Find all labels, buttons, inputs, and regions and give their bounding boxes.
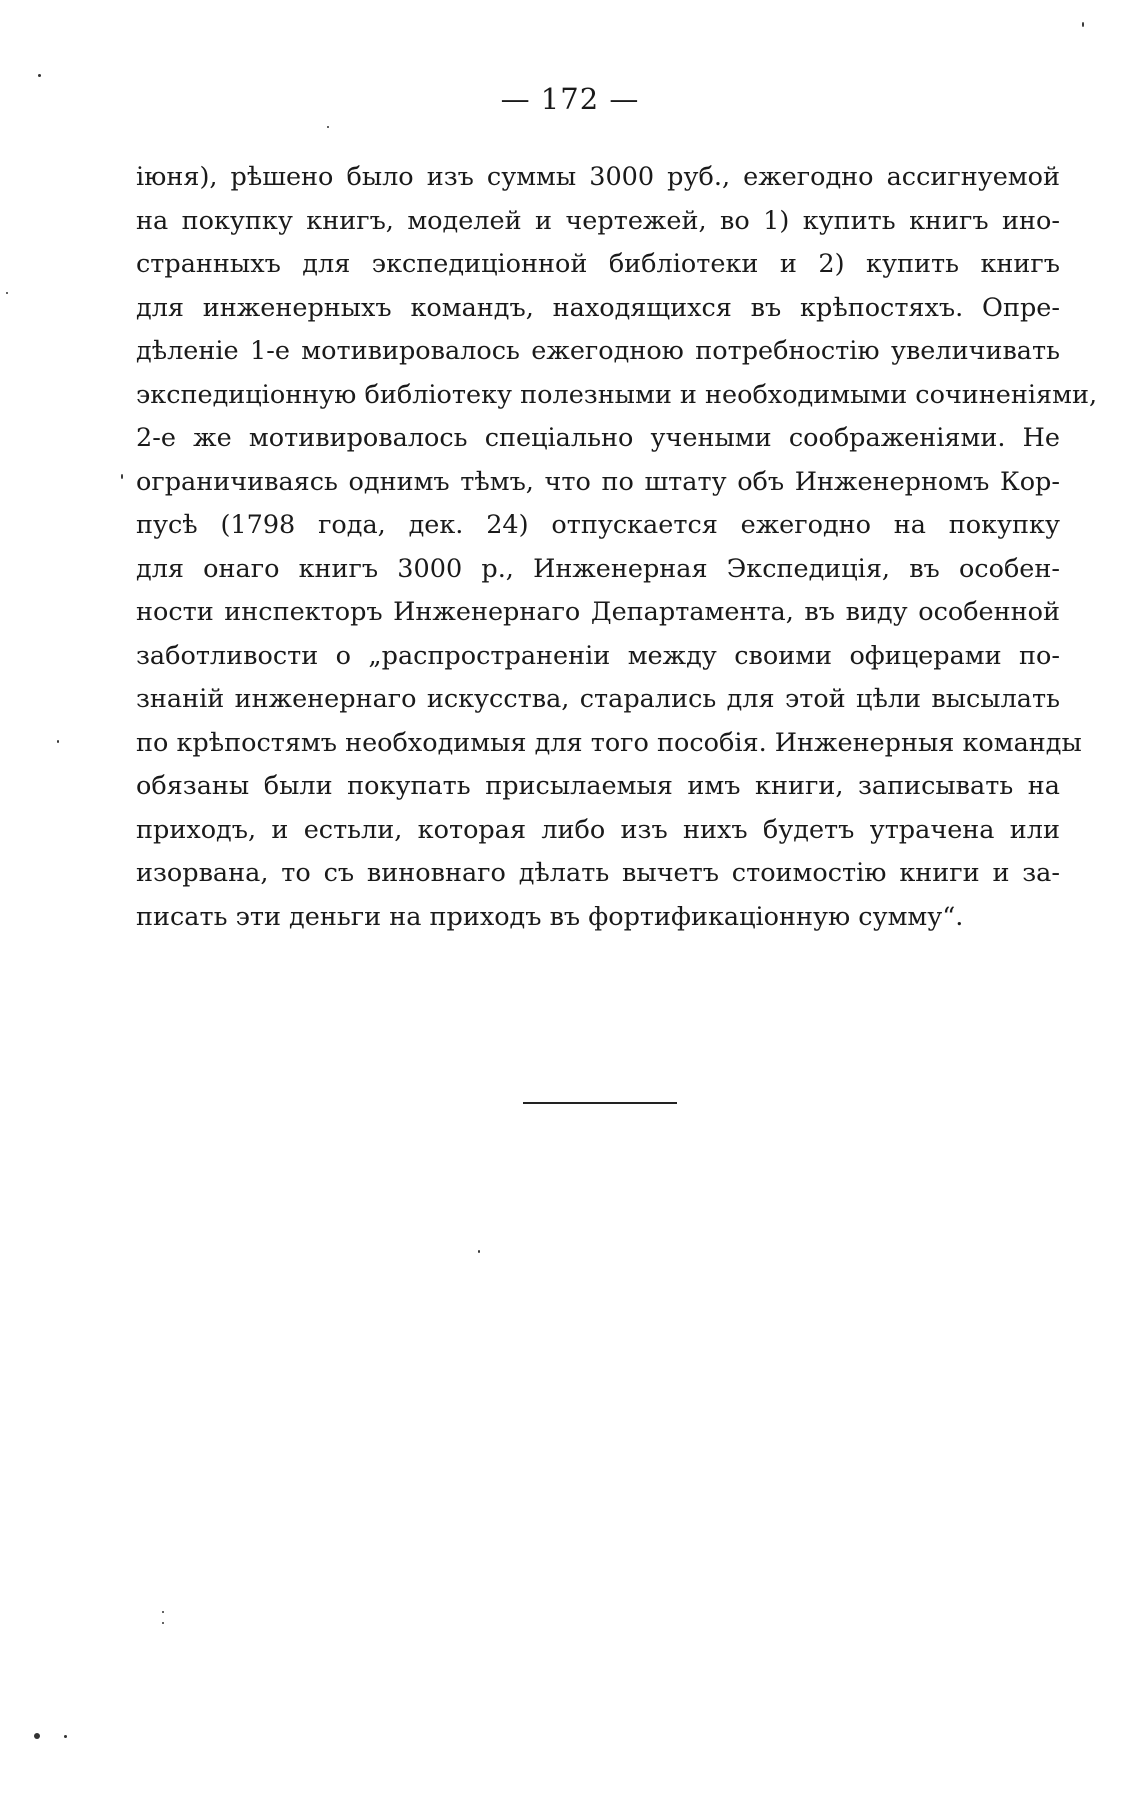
- text-line: по крѣпостямъ необходимыя для того пособія. Инженерныя команды: [136, 727, 1082, 758]
- scan-speck: [1082, 22, 1084, 27]
- body-paragraph: [136, 156, 1098, 939]
- text-line: іюня), рѣшено было изъ суммы 3000 руб., ежегодно ассигнуемой: [136, 162, 1060, 192]
- text-line: пусѣ (1798 года, дек. 24) отпускается ежегодно на покупку: [136, 510, 1060, 540]
- text-line: странныхъ для экспедиціонной библіотеки и 2) купить книгъ: [136, 249, 1060, 279]
- text-line: для онаго книгъ 3000 р., Инженерная Экспедиція, въ особен-: [136, 553, 1060, 584]
- scan-speck: [34, 1733, 40, 1739]
- scan-speck: [6, 292, 8, 294]
- page-number: — 172 —: [500, 82, 640, 116]
- text-line: экспедиціонную библіотеку полезными и необходимыми сочиненіями,: [136, 379, 1098, 410]
- text-line: ограничиваясь однимъ тѣмъ, что по штату объ Инженерномъ Кор-: [136, 466, 1060, 497]
- scan-speck: [121, 474, 123, 479]
- scan-speck: [57, 740, 59, 743]
- scan-speck: [64, 1735, 67, 1738]
- scan-speck: [162, 1622, 164, 1624]
- text-line: на покупку книгъ, моделей и чертежей, во 1) купить книгъ ино-: [136, 205, 1060, 236]
- text-line: 2-е же мотивировалось спеціально учеными соображеніями. Не: [136, 423, 1060, 453]
- section-end-rule: [523, 1102, 677, 1104]
- scan-speck: [478, 1250, 480, 1253]
- text-line: ности инспекторъ Инженернаго Департамента, въ виду особенной: [136, 597, 1060, 627]
- text-line: дѣленіе 1-е мотивировалось ежегодною потребностію увеличивать: [136, 336, 1060, 366]
- text-line: обязаны были покупать присылаемыя имъ книги, записывать на: [136, 771, 1060, 801]
- scan-speck: [162, 1611, 164, 1613]
- scan-speck: [327, 126, 329, 128]
- scan-speck: [38, 74, 41, 77]
- text-line: заботливости о „распространеніи между своими офицерами по-: [136, 640, 1060, 671]
- text-line: знаній инженернаго искусства, старались для этой цѣли высылать: [136, 684, 1060, 714]
- text-line: изорвана, то съ виновнаго дѣлать вычетъ стоимостію книги и за-: [136, 858, 1060, 888]
- text-line-last: писать эти деньги на приходъ въ фортификаціонную сумму“.: [136, 901, 964, 932]
- text-line: приходъ, и естьли, которая либо изъ нихъ будетъ утрачена или: [136, 814, 1060, 845]
- text-line: для инженерныхъ командъ, находящихся въ крѣпостяхъ. Опре-: [136, 292, 1060, 323]
